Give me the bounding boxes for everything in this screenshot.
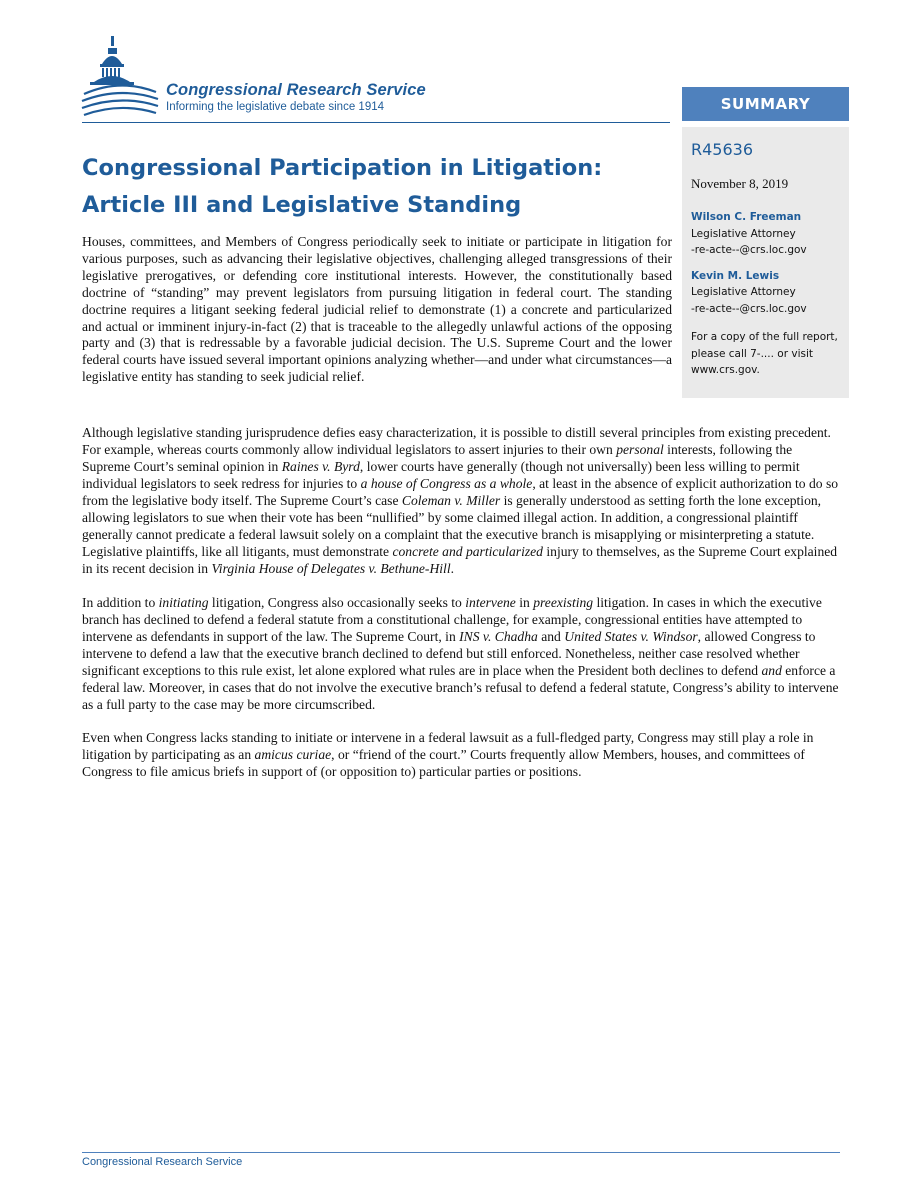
body-paragraph <box>82 594 840 713</box>
capitol-dome-icon <box>80 34 162 122</box>
italic-phrase: personal <box>616 442 664 457</box>
author-name: Kevin M. Lewis <box>691 269 780 282</box>
report-number: R45636 <box>691 140 754 159</box>
text-run: , or “friend of the court.” Courts frequently allow Members, houses, and committees of Congress to file amicus briefs in support of (or opposition to) particular parties or positions. <box>82 747 805 779</box>
italic-phrase: amicus curiae <box>254 747 332 762</box>
text-run: , allowed Congress to intervene to defend a law that the executive branch declined to defend but still enforced. Nonetheless, neither case resolved whether significant exceptions to this rule exist, let alone explored what rules are in place when the President both declines to defend <box>82 628 816 678</box>
report-date: November 8, 2019 <box>691 176 789 191</box>
italic-phrase: Coleman v. Miller <box>401 493 501 508</box>
copy-request-note: For a copy of the full report, please call 7-.... or visit www.crs.gov. <box>691 331 838 376</box>
author-title: Legislative Attorney <box>691 286 796 298</box>
summary-heading: SUMMARY <box>682 87 849 121</box>
italic-phrase: a house of Congress as a whole <box>360 476 533 491</box>
text-run: Even when Congress lacks standing to initiate or intervene in a federal lawsuit as a full-fledged party, Congress may still play a role in litigation by participating as an <box>82 730 814 762</box>
summary-box <box>682 127 849 398</box>
org-name: Congressional Research Service <box>166 81 426 99</box>
body-paragraph <box>82 424 840 577</box>
header-divider <box>82 122 670 123</box>
italic-phrase: and <box>761 662 782 678</box>
italic-phrase: Virginia House of Delegates v. Bethune-Hill <box>211 561 451 576</box>
text-run: interests, following the Supreme Court’s seminal opinion in <box>82 442 793 474</box>
text-run: . <box>450 561 454 576</box>
text-run: litigation. In cases in which the executive branch has declined to defend a federal statute from a constitutional challenge, for example, congressional entities have attempted to intervene as defendants in support of the law. The Supreme Court, in <box>82 594 822 644</box>
italic-phrase: initiating <box>158 594 209 610</box>
author-block <box>691 209 840 259</box>
italic-phrase: concrete and particularized <box>392 544 543 559</box>
org-tagline: Informing the legislative debate since 1914 <box>166 101 385 113</box>
title-line-1: Congressional Participation in Litigation: <box>82 155 603 181</box>
summary-body <box>82 424 840 797</box>
intro-paragraph: Houses, committees, and Members of Congress periodically seek to initiate or participate in litigation for various purposes, such as advancing their legislative objectives, challenging alleged transgressions of their legislative prerogatives, or defending core institutional interests. However, the constitutionally based doctrine of “standing” may prevent legislators from pursuing litigation in federal court. The standing doctrine requires a litigant seeking federal judicial relief to demonstrate (1) a concrete and particularized and actual or imminent injury-in-fact (2) that is traceable to the allegedly unlawful actions of the opposing party and (3) that is redressable by a favorable judicial decision. The U.S. Supreme Court and the lower federal courts have issued several important opinions analyzing whether—and under what circumstances—a legislative entity has standing to seek judicial relief. <box>82 234 672 385</box>
text-run: is generally understood as setting forth the lone exception, allowing legislators to sue when their vote has been “nullified” by some claimed illegal action. In addition, a congressional plaintiff generally cannot predicate a federal lawsuit solely on a complaint that the executive branch is misapplying or misinterpreting a statute. Legislative plaintiffs, like all litigants, must demonstrate <box>82 493 822 559</box>
text-run: Although legislative standing jurisprudence defies easy characterization, it is possible to distill several principles from existing precedent. For example, whereas courts commonly allow individual legislators to assert injuries to their own <box>82 425 831 457</box>
text-run: injury to themselves, as the Supreme Court explained in its recent decision in <box>82 544 838 576</box>
footer-divider <box>82 1152 840 1153</box>
italic-phrase: intervene <box>465 594 516 610</box>
author-block <box>691 268 840 318</box>
italic-phrase: preexisting <box>533 594 594 610</box>
title-line-2: Article III and Legislative Standing <box>82 192 522 218</box>
author-name: Wilson C. Freeman <box>691 211 802 223</box>
italic-phrase: United States v. Windsor <box>564 628 698 644</box>
text-run: and <box>537 628 565 644</box>
text-run: , at least in the absence of explicit authorization to do so from the legislative body itself. The Supreme Court’s case <box>82 476 839 508</box>
italic-phrase: Raines v. Byrd <box>281 459 360 474</box>
italic-phrase: INS v. Chadha <box>459 628 538 644</box>
body-paragraph <box>82 729 840 780</box>
footer-org-name: Congressional Research Service <box>82 1156 243 1168</box>
text-run: In addition to <box>82 594 159 610</box>
author-email: -re-acte--@crs.loc.gov <box>691 244 807 256</box>
author-title: Legislative Attorney <box>691 227 796 240</box>
text-run: , lower courts have generally (though not universally) been less willing to permit individual legislators to seek redress for injuries to <box>82 459 800 491</box>
crs-logo <box>80 34 480 122</box>
author-email: -re-acte--@crs.loc.gov <box>691 302 807 315</box>
text-run: in <box>515 594 534 610</box>
text-run: enforce a federal law. Moreover, in cases that do not involve the executive branch’s refusal to defend a federal statute, Congress’s ability to intervene as a full party to the case may be more circumscribed. <box>82 662 839 712</box>
text-run: litigation, Congress also occasionally seeks to <box>208 594 466 610</box>
report-title <box>82 150 672 224</box>
